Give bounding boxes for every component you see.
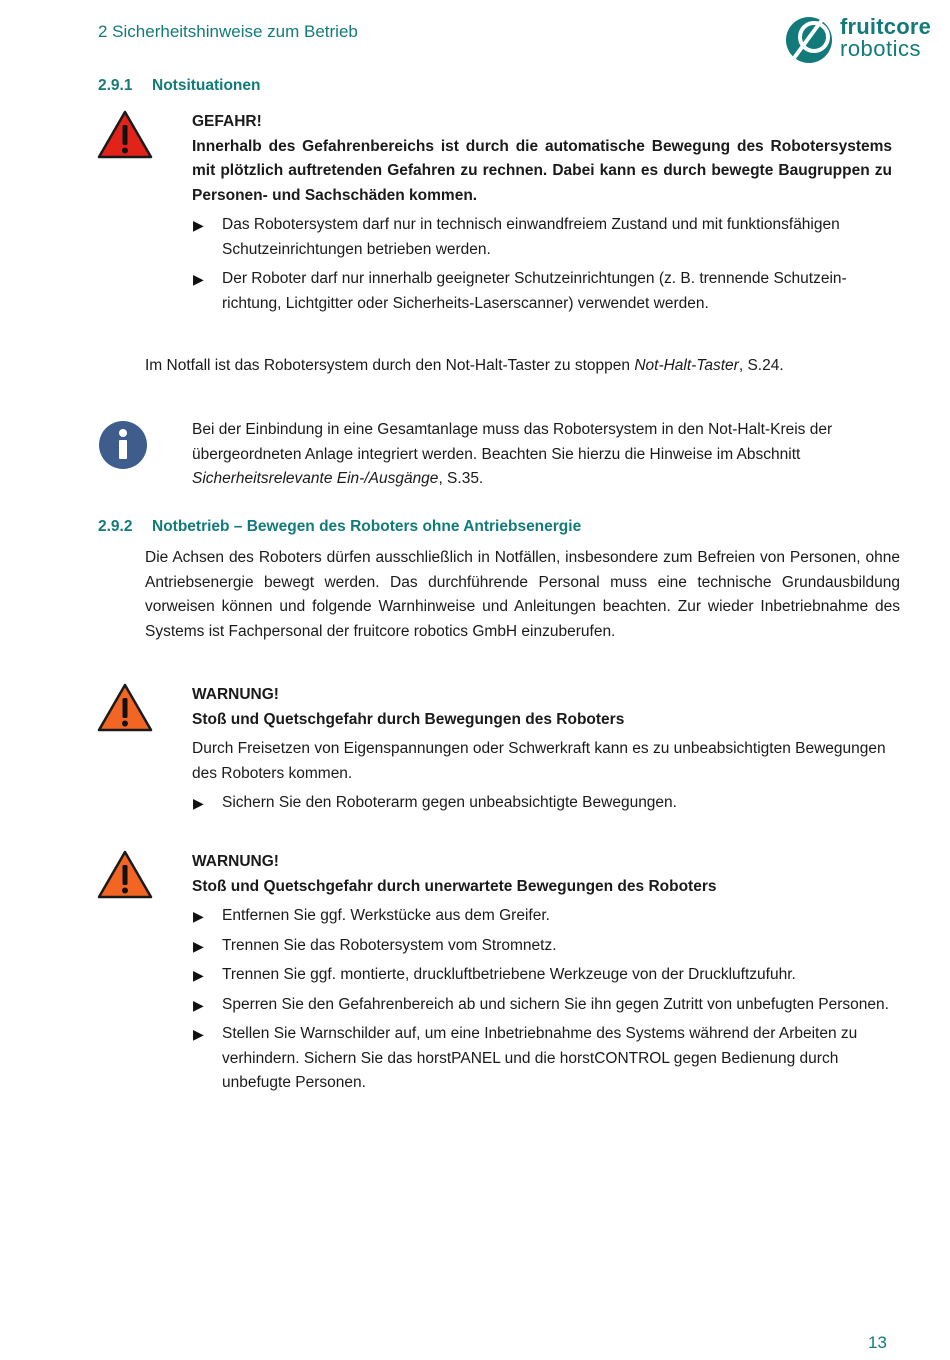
section-number: 2.9.1 bbox=[98, 77, 133, 94]
warning-headline: Stoß und Quetschgefahr durch unerwartete Bewegungen des Roboters bbox=[192, 877, 717, 895]
warning-triangle-icon bbox=[97, 683, 153, 733]
logo-text-fruitcore: fruitcore bbox=[840, 14, 932, 39]
section-title: Notbetrieb – Bewegen des Roboters ohne Antriebsenergie bbox=[152, 518, 582, 535]
danger-measures-list bbox=[192, 213, 892, 316]
chapter-title: 2 Sicherheitshinweise zum Betrieb bbox=[98, 22, 358, 41]
warning-notice-1 bbox=[192, 683, 892, 816]
fruitcore-logo bbox=[784, 14, 940, 66]
page-number: 13 bbox=[868, 1333, 887, 1352]
triangle-right-bullet-icon: ▶ bbox=[193, 271, 204, 287]
triangle-right-bullet-icon: ▶ bbox=[193, 937, 204, 954]
warning-triangle-icon bbox=[97, 850, 153, 900]
warning-measures-list bbox=[192, 904, 892, 1096]
danger-headline: Innerhalb des Gefahrenbereichs ist durch die automatische Bewegung des Robotersystems mit plötzlich auftretenden Gefahren zu rechnen. Dabei kann es durch bewegte Baugruppen zu Personen- und Sachschäden kommen. bbox=[192, 137, 892, 204]
warning-headline: Stoß und Quetschgefahr durch Bewegungen des Roboters bbox=[192, 710, 625, 728]
list-item: ▶ Trennen Sie ggf. montierte, druckluftbetriebene Werkzeuge von der Druckluftzufuhr. bbox=[192, 963, 892, 988]
danger-triangle-icon bbox=[97, 110, 153, 160]
warning-signal-word: WARNUNG! bbox=[192, 853, 279, 870]
warning-measures-list bbox=[192, 791, 892, 816]
warning-signal-word: WARNUNG! bbox=[192, 686, 279, 703]
triangle-right-bullet-icon: ▶ bbox=[193, 217, 204, 233]
list-item: ▶ Der Roboter darf nur innerhalb geeigneter Schutzeinrichtungen (z. B. trennende Schutzeinrichtung, Lichtgitter oder Sicherheits-Laserscanner) verwendet werden. bbox=[192, 267, 892, 316]
list-item: ▶ Trennen Sie das Robotersystem vom Stromnetz. bbox=[192, 934, 892, 959]
emergency-operation-intro: Die Achsen des Roboters dürfen ausschließlich in Notfällen, insbesondere zum Befreien von Personen, ohne Antriebsenergie bewegt werden. Das durchführende Personal muss eine technische Grundausbildung vorweisen können und folgende Warnhinweise und Anleitungen beachten. Zur wieder Inbetriebnahme des Systems ist Fachpersonal der fruitcore robotics GmbH einzuberufen. bbox=[145, 549, 900, 640]
triangle-right-bullet-icon: ▶ bbox=[193, 996, 204, 1013]
list-item: ▶ Sperren Sie den Gefahrenbereich ab und sichern Sie ihn gegen Zutritt von unbefugten Personen. bbox=[192, 993, 892, 1018]
section-title: Notsituationen bbox=[152, 77, 261, 94]
list-item: ▶ Sichern Sie den Roboterarm gegen unbeabsichtigte Bewegungen. bbox=[192, 791, 892, 816]
list-item: ▶ Stellen Sie Warnschilder auf, um eine Inbetriebnahme des Systems während der Arbeiten zu verhindern. Sichern Sie das horstPANEL und die horstCONTROL gegen Bedienung durch unbefugte Personen. bbox=[192, 1022, 892, 1096]
warning-notice-2 bbox=[192, 850, 892, 1096]
logo-mark-icon bbox=[784, 14, 834, 64]
section-heading-291 bbox=[98, 77, 261, 95]
triangle-right-bullet-icon: ▶ bbox=[193, 908, 204, 924]
triangle-right-bullet-icon: ▶ bbox=[193, 967, 204, 983]
emergency-paragraph: Im Notfall ist das Robotersystem durch den Not-Halt-Taster zu stoppen Not-Halt-Taster, S.24. bbox=[145, 357, 784, 374]
logo-text-robotics: robotics bbox=[840, 36, 922, 61]
list-item: ▶ Entfernen Sie ggf. Werkstücke aus dem Greifer. bbox=[192, 904, 892, 929]
section-number: 2.9.2 bbox=[98, 518, 133, 535]
danger-signal-word: GEFAHR! bbox=[192, 113, 262, 130]
triangle-right-bullet-icon: ▶ bbox=[193, 1026, 204, 1042]
cross-reference-link[interactable]: Not-Halt-Taster bbox=[634, 357, 739, 374]
list-item: ▶ Das Robotersystem darf nur in technisch einwandfreiem Zustand und mit funktionsfähigen Schutzeinrichtungen betrieben werden. bbox=[192, 213, 892, 262]
triangle-right-bullet-icon: ▶ bbox=[193, 795, 204, 811]
info-notice: Bei der Einbindung in eine Gesamtanlage muss das Robotersystem in den Not-Halt-Kreis der übergeordneten Anlage integriert werden. Beachten Sie hierzu die Hinweise im Abschnitt Sicherheitsrelevante Ein-/Ausgänge, S.35. bbox=[192, 421, 833, 487]
section-heading-292 bbox=[98, 518, 581, 536]
cross-reference-link[interactable]: Sicherheitsrelevante Ein-/Ausgänge bbox=[192, 470, 439, 487]
warning-body: Durch Freisetzen von Eigenspannungen oder Schwerkraft kann es zu unbeabsichtigten Bewegungen des Roboters kommen. bbox=[192, 740, 886, 782]
info-icon bbox=[98, 420, 148, 470]
danger-notice bbox=[192, 110, 892, 316]
